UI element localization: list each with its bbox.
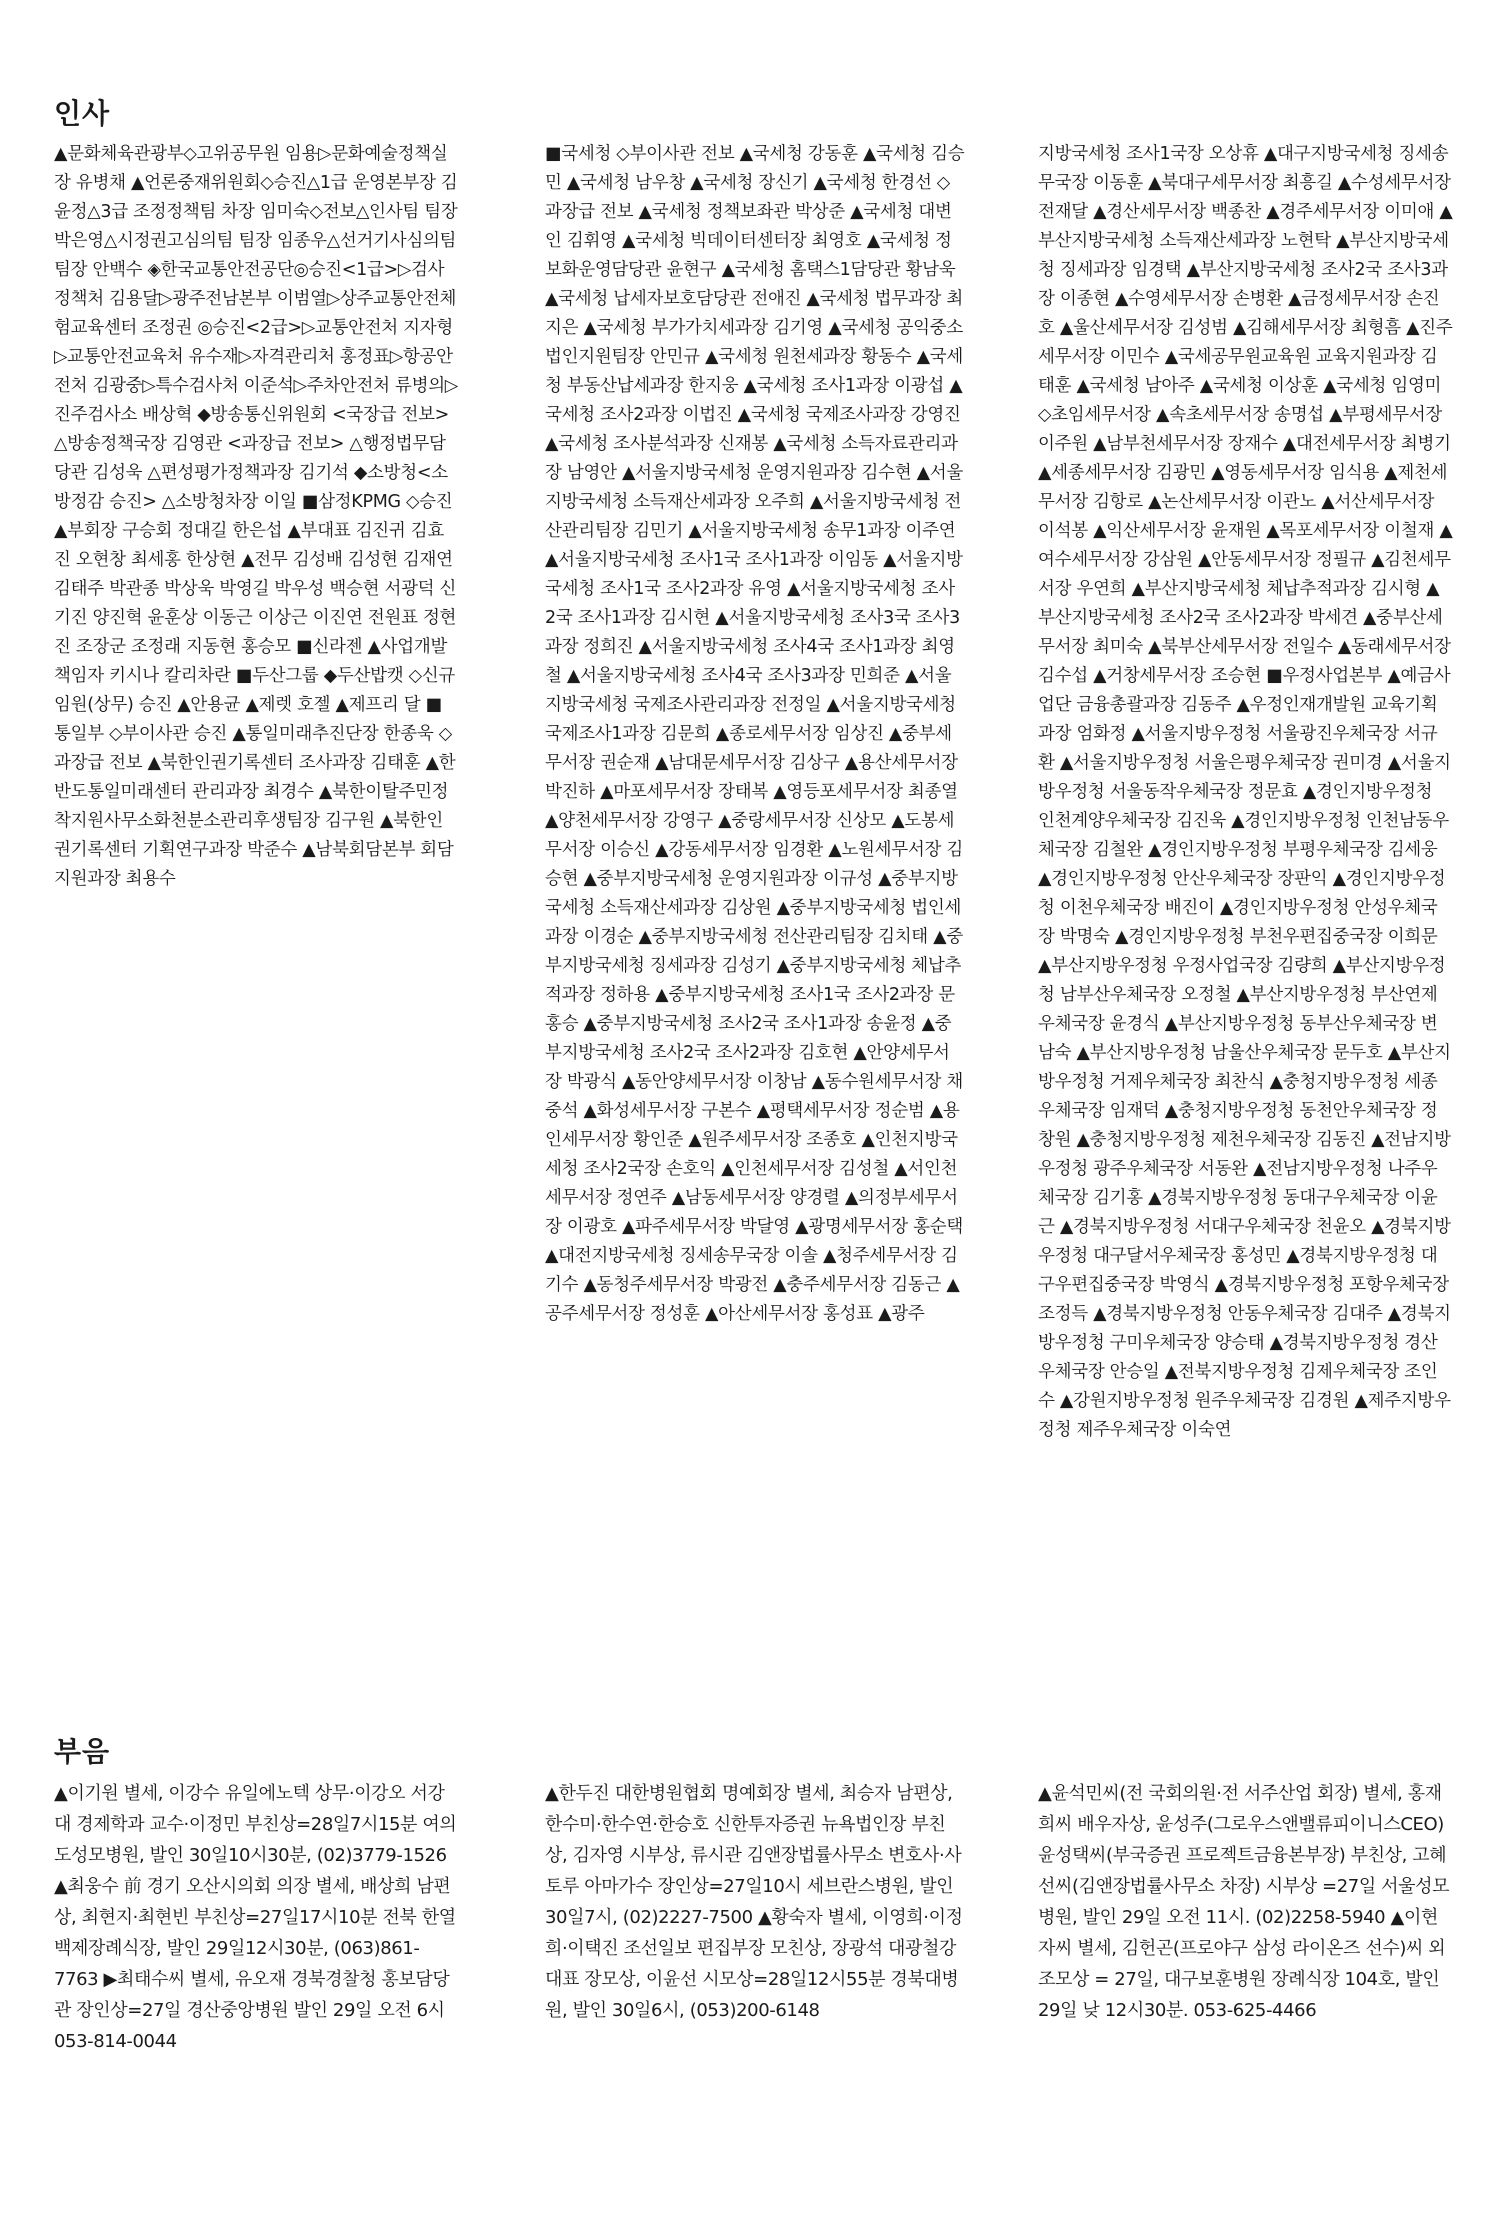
insa-column-2-text: ■국세청 ◇부이사관 전보 ▲국세청 강동훈 ▲국세청 김승민 ▲국세청 남우창 ▲국세청 장신기 ▲국세청 한경선 ◇과장급 전보 ▲국세청 정책보좌관 박상준 ▲국세청 대변인 김휘영 ▲국세청 빅데이터센터장 최영호 ▲국세청 정보화운영담당관 윤현구 ▲국세청 홈택스1담당관 황남욱 ▲국세청 납세자보호담당관 전애진 ▲국세청 법무과장 최지은 ▲국세청 부가가치세과장 김기영 ▲국세청 공익중소법인지원팀장 안민규 ▲국세청 원천세과장 황동수 ▲국세청 부동산납세과장 한지웅 ▲국세청 조사1과장 이광섭 ▲국세청 조사2과장 이법진 ▲국세청 국제조사과장 강영진 ▲국세청 조사분석과장 신재봉 ▲국세청 소득자료관리과장 남영안 ▲서울지방국세청 운영지원과장 김수현 ▲서울지방국세청 소득재산세과장 오주희 ▲서울지방국세청 전산관리팀장 김민기 ▲서울지방국세청 송무1과장 이주연 ▲서울지방국세청 조사1국 조사1과장 이임동 ▲서울지방국세청 조사1국 조사2과장 유영 ▲서울지방국세청 조사2국 조사1과장 김시현 ▲서울지방국세청 조사3국 조사3과장 정희진 ▲서울지방국세청 조사4국 조사1과장 최영철 ▲서울지방국세청 조사4국 조사3과장 민희준 ▲서울지방국세청 국제조사관리과장 전정일 ▲서울지방국세청 국제조사1과장 김문희 ▲종로세무서장 임상진 ▲중부세무서장 권순재 ▲남대문세무서장 김상구 ▲용산세무서장 박진하 ▲마포세무서장 장태복 ▲영등포세무서장 최종열 ▲양천세무서장 강영구 ▲중랑세무서장 신상모 ▲도봉세무서장 이승신 ▲강동세무서장 임경환 ▲노원세무서장 김승현 ▲중부지방국세청 운영지원과장 이규성 ▲중부지방국세청 소득재산세과장 김상원 ▲중부지방국세청 법인세과장 이경순 ▲중부지방국세청 전산관리팀장 김치태 ▲중부지방국세청 징세과장 김성기 ▲중부지방국세청 체납추적과장 정하용 ▲중부지방국세청 조사1국 조사2과장 문홍승 ▲중부지방국세청 조사2국 조사1과장 송윤정 ▲중부지방국세청 조사2국 조사2과장 김호현 ▲안양세무서장 박광식 ▲동안양세무서장 이창남 ▲동수원세무서장 채중석 ▲화성세무서장 구본수 ▲평택세무서장 정순범 ▲용인세무서장 황인준 ▲원주세무서장 조종호 ▲인천지방국세청 조사2국장 손호익 ▲인천세무서장 김성철 ▲서인천세무서장 정연주 ▲남동세무서장 양경렬 ▲의정부세무서장 이광호 ▲파주세무서장 박달영 ▲광명세무서장 홍순택 ▲대전지방국세청 징세송무국장 이솔 ▲청주세무서장 김기수 ▲동청주세무서장 박광전 ▲충주세무서장 김동근 ▲공주세무서장 정성훈 ▲아산세무서장 홍성표 ▲광주 <box>545 144 965 1324</box>
bugeum-column-3-text: ▲윤석민씨(전 국회의원·전 서주산업 회장) 별세, 홍재희씨 배우자상, 윤성주(그로우스앤밸류피이니스CEO) 윤성택씨(부국증권 프로젝트금융본부장) 부친상, 고혜선씨(김앤장법률사무소 차장) 시부상 =27일 서울성모병원, 발인 29일 오전 11시. (02)2258-5940 ▲이현자씨 별세, 김헌곤(프로야구 삼성 라이온즈 선수)씨 외조모상 = 27일, 대구보훈병원 장례식장 104호, 발인 29일 낮 12시30분. 053-625-4466 <box>1038 1783 1450 2021</box>
bugeum-column-2 <box>545 1778 965 2118</box>
bugeum-column-3 <box>1038 1778 1453 2108</box>
section-heading-bugeum: 부음 <box>54 1735 111 1768</box>
insa-column-1-text: ▲문화체육관광부◇고위공무원 임용▷문화예술정책실장 유병채 ▲언론중재위원회◇승진△1급 운영본부장 김윤정△3급 조정정책팀 차장 임미숙◇전보△인사팀 팀장 박은영△시정권고심의팀 팀장 임종우△선거기사심의팀 팀장 안백수 ◈한국교통안전공단◎승진<1급>▷검사정책처 김용달▷광주전남본부 이범열▷상주교통안전체험교육센터 조정권 ◎승진<2급>▷교통안전처 지자형▷교통안전교육처 유수재▷자격관리처 홍정표▷항공안전처 김광중▷특수검사처 이준석▷주차안전처 류병의▷진주검사소 배상혁 ◆방송통신위원회 <국장급 전보> △방송정책국장 김영관 <과장급 전보> △행정법무담당관 김성욱 △편성평가정책과장 김기석 ◆소방청<소방정감 승진> △소방청차장 이일 ■삼정KPMG ◇승진 ▲부회장 구승회 정대길 한은섭 ▲부대표 김진귀 김효진 오현창 최세홍 한상현 ▲전무 김성배 김성현 김재연 김태주 박관종 박상욱 박영길 박우성 백승현 서광덕 신기진 양진혁 윤훈상 이동근 이상근 이진연 전원표 정현진 조장군 조정래 지동현 홍승모 ■신라젠 ▲사업개발 책임자 키시나 칼리차란 ■두산그룹 ◆두산밥캣 ◇신규 임원(상무) 승진 ▲안용균 ▲제렛 호젤 ▲제프리 달 ■통일부 ◇부이사관 승진 ▲통일미래추진단장 한종욱 ◇과장급 전보 ▲북한인권기록센터 조사과장 김태훈 ▲한반도통일미래센터 관리과장 최경수 ▲북한이탈주민정착지원사무소화천분소관리후생팀장 김구원 ▲북한인권기록센터 기획연구과장 박준수 ▲남북회담본부 회담지원과장 최용수 <box>54 144 458 889</box>
bugeum-column-1 <box>54 1778 458 2148</box>
insa-column-3 <box>1038 140 1453 1510</box>
section-heading-insa: 인사 <box>54 97 111 130</box>
insa-column-2 <box>545 140 965 1410</box>
bugeum-column-1-text: ▲이기원 별세, 이강수 유일에노텍 상무·이강오 서강대 경제학과 교수·이정민 부친상=28일7시15분 여의도성모병원, 발인 30일10시30분, (02)3779-1526 ▲최웅수 前 경기 오산시의회 의장 별세, 배상희 남편상, 최현지·최현빈 부친상=27일17시10분 전북 한열백제장례식장, 발인 29일12시30분, (063)861-7763 ▶최태수씨 별세, 유오재 경북경찰청 홍보담당관 장인상=27일 경산중앙병원 발인 29일 오전 6시 053-814-0044 <box>54 1783 457 2052</box>
bugeum-column-2-text: ▲한두진 대한병원협회 명예회장 별세, 최승자 남편상, 한수미·한수연·한승호 신한투자증권 뉴욕법인장 부친상, 김자영 시부상, 류시관 김앤장법률사무소 변호사·사토루 아마가수 장인상=27일10시 세브란스병원, 발인 30일7시, (02)2227-7500 ▲황숙자 별세, 이영희·이정희·이택진 조선일보 편집부장 모친상, 장광석 대광철강 대표 장모상, 이윤선 시모상=28일12시55분 경북대병원, 발인 30일6시, (053)200-6148 <box>545 1783 963 2021</box>
insa-column-3-text: 지방국세청 조사1국장 오상휴 ▲대구지방국세청 징세송무국장 이동훈 ▲북대구세무서장 최흥길 ▲수성세무서장 전재달 ▲경산세무서장 백종찬 ▲경주세무서장 이미애 ▲부산지방국세청 소득재산세과장 노현탁 ▲부산지방국세청 징세과장 임경택 ▲부산지방국세청 조사2국 조사3과장 이종현 ▲수영세무서장 손병환 ▲금정세무서장 손진호 ▲울산세무서장 김성범 ▲김해세무서장 최형흠 ▲진주세무서장 이민수 ▲국세공무원교육원 교육지원과장 김태훈 ▲국세청 남아주 ▲국세청 이상훈 ▲국세청 임영미 ◇초임세무서장 ▲속초세무서장 송명섭 ▲부평세무서장 이주원 ▲남부천세무서장 장재수 ▲대전세무서장 최병기 ▲세종세무서장 김광민 ▲영동세무서장 임식용 ▲제천세무서장 김항로 ▲논산세무서장 이관노 ▲서산세무서장 이석봉 ▲익산세무서장 윤재원 ▲목포세무서장 이철재 ▲여수세무서장 강삼원 ▲안동세무서장 정필규 ▲김천세무서장 우연희 ▲부산지방국세청 체납추적과장 김시형 ▲부산지방국세청 조사2국 조사2과장 박세견 ▲중부산세무서장 최미숙 ▲북부산세무서장 전일수 ▲동래세무서장 김수섭 ▲거창세무서장 조승현 ■우정사업본부 ▲예금사업단 금융총괄과장 김동주 ▲우정인재개발원 교육기획과장 엄화정 ▲서울지방우정청 서울광진우체국장 서규환 ▲서울지방우정청 서울은평우체국장 권미경 ▲서울지방우정청 서울동작우체국장 정문효 ▲경인지방우정청 인천계양우체국장 김진욱 ▲경인지방우정청 인천남동우체국장 김철완 ▲경인지방우정청 부평우체국장 김세웅 ▲경인지방우정청 안산우체국장 장판익 ▲경인지방우정청 이천우체국장 배진이 ▲경인지방우정청 안성우체국장 박명숙 ▲경인지방우정청 부천우편집중국장 이희문 ▲부산지방우정청 우정사업국장 김량희 ▲부산지방우정청 남부산우체국장 오정철 ▲부산지방우정청 부산연제우체국장 윤경식 ▲부산지방우정청 동부산우체국장 변남숙 ▲부산지방우정청 남울산우체국장 문두호 ▲부산지방우정청 거제우체국장 최찬식 ▲충청지방우정청 세종우체국장 임재덕 ▲충청지방우정청 동천안우체국장 정창원 ▲충청지방우정청 제천우체국장 김동진 ▲전남지방우정청 광주우체국장 서동완 ▲전남지방우정청 나주우체국장 김기홍 ▲경북지방우정청 동대구우체국장 이윤근 ▲경북지방우정청 서대구우체국장 천윤오 ▲경북지방우정청 대구달서우체국장 홍성민 ▲경북지방우정청 대구우편집중국장 박영식 ▲경북지방우정청 포항우체국장 조정득 ▲경북지방우정청 안동우체국장 김대주 ▲경북지방우정청 구미우체국장 양승태 ▲경북지방우정청 경산우체국장 안승일 ▲전북지방우정청 김제우체국장 조인수 ▲강원지방우정청 원주우체국장 김경원 ▲제주지방우정청 제주우체국장 이숙연 <box>1038 144 1453 1440</box>
insa-column-1 <box>54 140 458 1148</box>
